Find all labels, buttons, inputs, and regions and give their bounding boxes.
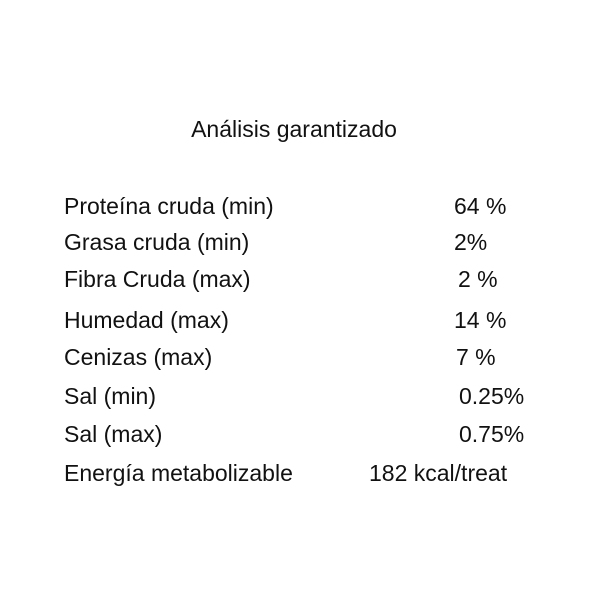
row-label: Sal (min) bbox=[64, 383, 157, 409]
row-value: 0.75% bbox=[459, 421, 525, 447]
row-label: Sal (max) bbox=[64, 421, 163, 447]
row-value: 64 % bbox=[454, 193, 507, 219]
analysis-row-salt-max bbox=[0, 416, 600, 452]
row-label: Proteína cruda (min) bbox=[64, 193, 274, 219]
row-value: 182 kcal/treat bbox=[369, 460, 508, 486]
analysis-row-energy bbox=[0, 455, 600, 491]
row-label: Energía metabolizable bbox=[64, 460, 293, 486]
row-value: 0.25% bbox=[459, 383, 525, 409]
analysis-row-moisture bbox=[0, 302, 600, 338]
row-value: 2% bbox=[454, 229, 488, 255]
analysis-row-protein bbox=[0, 188, 600, 224]
row-label: Humedad (max) bbox=[64, 307, 229, 333]
analysis-title: Análisis garantizado bbox=[191, 116, 397, 142]
analysis-row-fiber bbox=[0, 261, 600, 297]
analysis-row-fat bbox=[0, 224, 600, 260]
analysis-row-ash bbox=[0, 339, 600, 375]
row-label: Grasa cruda (min) bbox=[64, 229, 250, 255]
row-label: Fibra Cruda (max) bbox=[64, 266, 251, 292]
row-value: 7 % bbox=[456, 344, 496, 370]
analysis-row-salt-min bbox=[0, 378, 600, 414]
row-label: Cenizas (max) bbox=[64, 344, 213, 370]
row-value: 2 % bbox=[458, 266, 498, 292]
row-value: 14 % bbox=[454, 307, 507, 333]
